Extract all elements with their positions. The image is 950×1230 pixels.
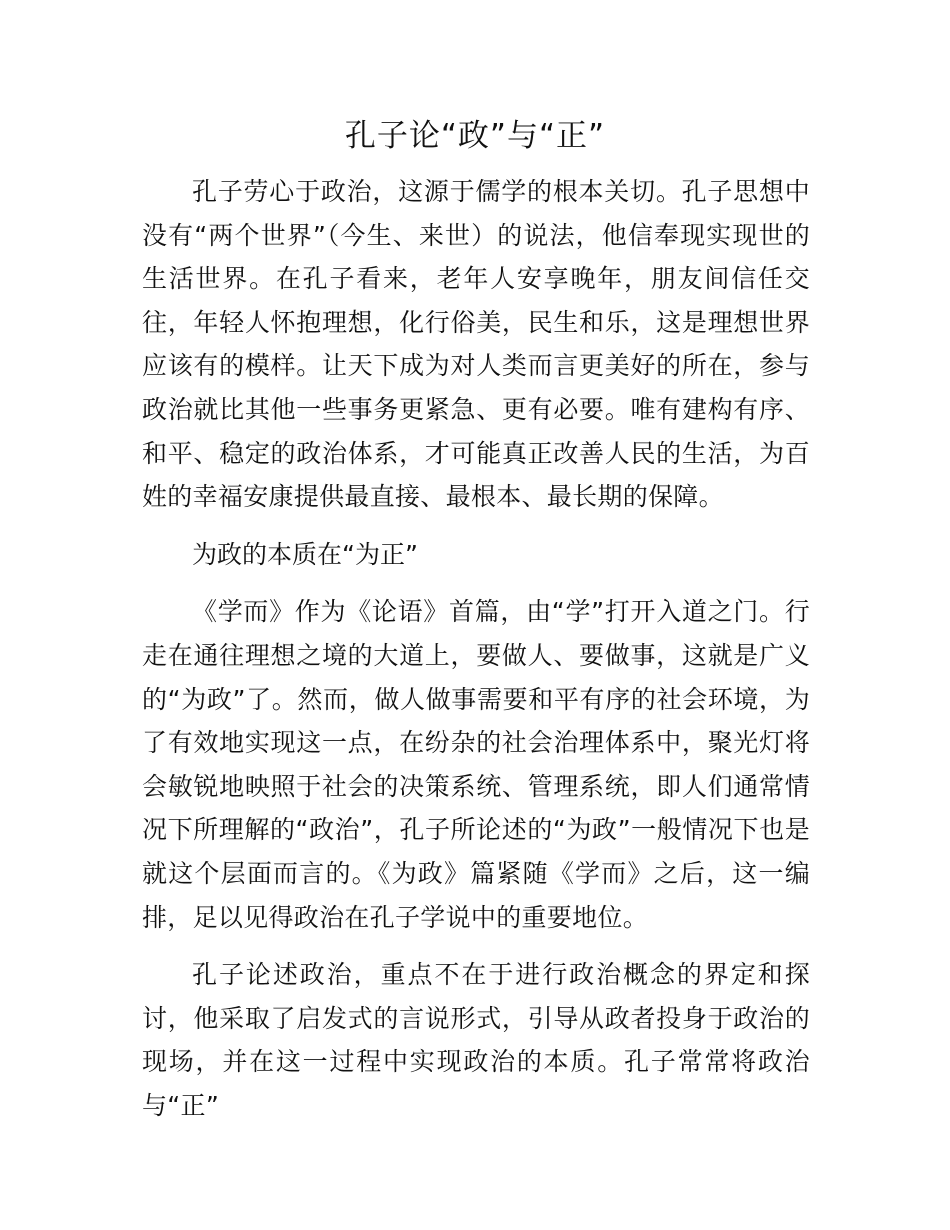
paragraph-intro: 孔子劳心于政治，这源于儒学的根本关切。孔子思想中没有“两个世界”（今生、来世）的说法，他信奉现实现世的生活世界。在孔子看来，老年人安享晚年，朋友间信任交往，年轻人怀抱理想，化行俗美，民生和乐，这是理想世界应该有的模样。让天下成为对人类而言更美好的所在，参与政治就比其他一些事务更紧急、更有必要。唯有建构有序、和平、稳定的政治体系，才可能真正改善人民的生活，为百姓的幸福安康提供最直接、最根本、最长期的保障。 [142, 177, 810, 512]
section-heading: 为政的本质在“为正” [192, 539, 418, 569]
document-title: 孔子论“政”与“正” [344, 118, 606, 154]
paragraph-xue-er: 《学而》作为《论语》首篇，由“学”打开入道之门。行走在通往理想之境的大道上，要做人、要做事，这就是广义的“为政”了。然而，做人做事需要和平有序的社会环境，为了有效地实现这一点，在纷杂的社会治理体系中，聚光灯将会敏锐地映照于社会的决策系统、管理系统，即人们通常情况下所理解的“政治”，孔子所论述的“为政”一般情况下也是就这个层面而言的。《为政》篇紧随《学而》之后，这一编排，足以见得政治在孔子学说中的重要地位。 [142, 597, 810, 932]
paragraph-politics-discussion: 孔子论述政治，重点不在于进行政治概念的界定和探讨，他采取了启发式的言说形式，引导从政者投身于政治的现场，并在这一过程中实现政治的本质。孔子常常将政治与“正” [142, 960, 810, 1120]
document-body [142, 170, 810, 1127]
